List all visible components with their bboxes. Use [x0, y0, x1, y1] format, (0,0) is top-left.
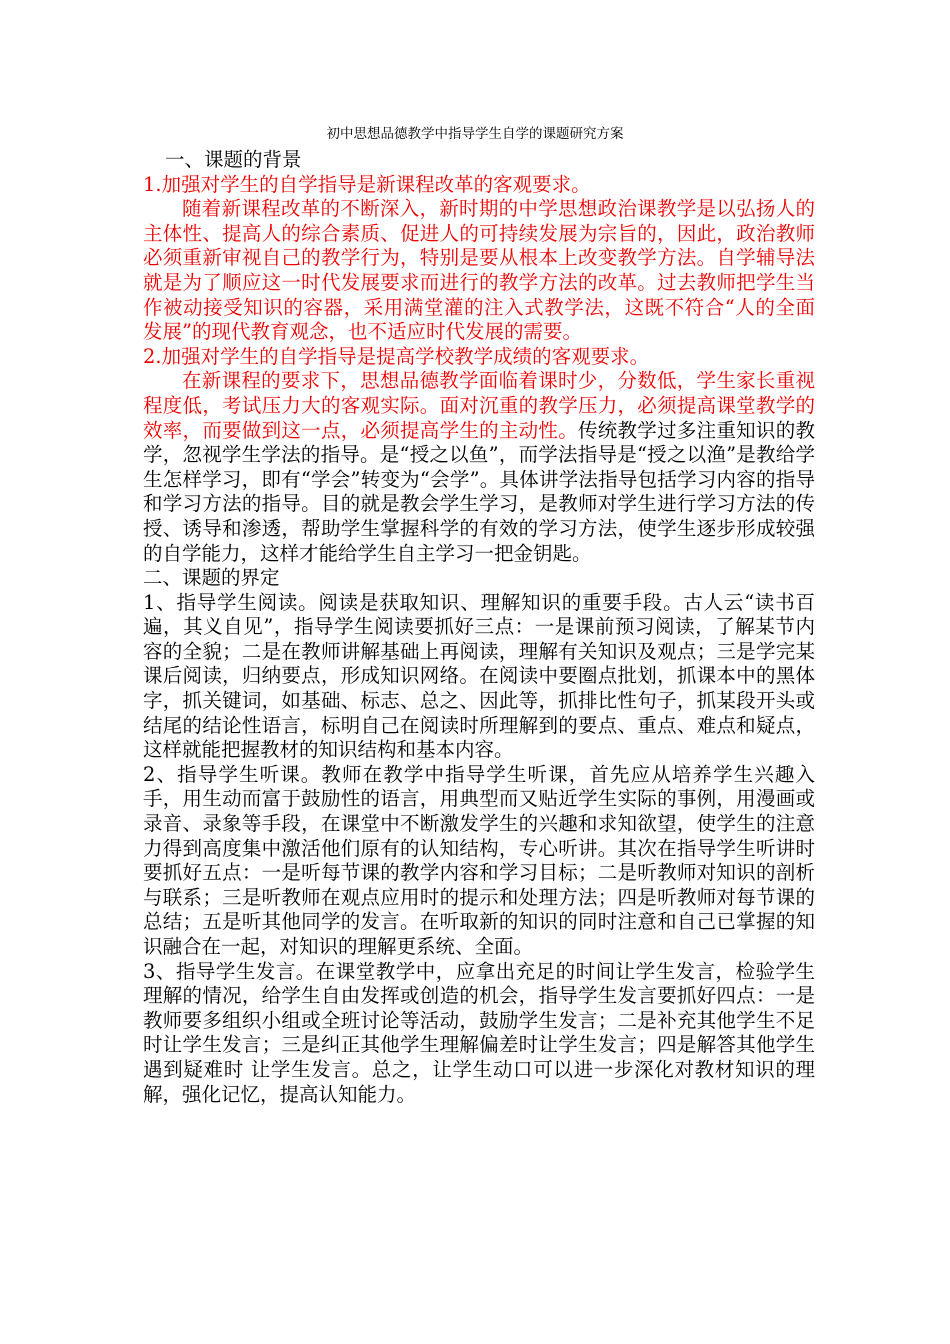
section-heading-background: 一、课题的背景	[165, 148, 302, 171]
paragraph-listening: 2、指导学生听课。教师在教学中指导学生听课，首先应从培养学生兴趣入手，用生动而富于鼓励性的语言，用典型而又贴近学生实际的事例，用漫画或录音、录象等手段，在课堂中不断激发学生的兴趣和求知欲望，使学生的注意力得到高度集中激活他们原有的认知结构，专心听讲。其次在指导学生听讲时要抓好五点：一是听每节课的教学内容和学习目标；二是听教师对知识的剖析与联系；三是听教师在观点应用时的提示和处理方法；四是听教师对每节课的总结；五是听其他同学的发言。在听取新的知识的同时注意和自己已掌握的知识融合在一起，对知识的理解更系统、全面。	[143, 762, 815, 958]
item-heading-grades: 2.加强对学生的自学指导是提高学校教学成绩的客观要求。	[143, 344, 650, 368]
paragraph-grades-black: 传统教学过多注重知识的教学，忽视学生学法的指导。是“授之以鱼”，而学法指导是“授之以渔”是教给学生怎样学习，即有“学会”转变为“会学”。具体讲学法指导包括学习内容的指导和学习方法的指导。目的就是教会学生学习，是教师对学生进行学习方法的传授、诱导和渗透，帮助学生掌握科学的有效的学习方法，使学生逐步形成较强的自学能力，这样才能给学生自主学习一把金钥匙。	[143, 418, 815, 565]
paragraph-reading: 1、指导学生阅读。阅读是获取知识、理解知识的重要手段。古人云“读书百遍，其义自见”，指导学生阅读要抓好三点：一是课前预习阅读，了解某节内容的全貌；二是在教师讲解基础上再阅读，理解有关知识及观点；三是学完某课后阅读，归纳要点，形成知识网络。在阅读中要圈点批划，抓课本中的黑体字，抓关键词，如基础、标志、总之、因此等，抓排比性句子，抓某段开头或结尾的结论性语言，标明自己在阅读时所理解到的要点、重点、难点和疑点，这样就能把握教材的知识结构和基本内容。	[143, 590, 815, 762]
document-body	[143, 148, 815, 1107]
paragraph-grades	[143, 369, 815, 566]
paragraph-reform: 随着新课程改革的不断深入，新时期的中学思想政治课教学是以弘扬人的主体性、提高人的综合素质、促进人的可持续发展为宗旨的，因此，政治教师必须重新审视自己的教学行为，特别是要从根本上改变教学方法。自学辅导法就是为了顺应这一时代发展要求而进行的教学方法的改革。过去教师把学生当作被动接受知识的容器，采用满堂灌的注入式教学法，这既不符合“人的全面发展”的现代教育观念，也不适应时代发展的需要。	[143, 197, 815, 344]
document-title: 初中思想品德教学中指导学生自学的课题研究方案	[326, 126, 624, 142]
section-heading-definition: 二、课题的界定	[143, 566, 280, 590]
paragraph-speaking: 3、指导学生发言。在课堂教学中，应拿出充足的时间让学生发言，检验学生理解的情况，给学生自由发挥或创造的机会，指导学生发言要抓好四点：一是教师要多组织小组或全班讨论等活动，鼓励学生发言；二是补充其他学生不足时让学生发言；三是纠正其他学生理解偏差时让学生发言；四是解答其他学生遇到疑难时 让学生发言。总之，让学生动口可以进一步深化对教材知识的理解，强化记忆，提高认知能力。	[143, 959, 815, 1106]
paragraph-grades-red: 在新课程的要求下，思想品德教学面临着课时少，分数低，学生家长重视程度低，考试压力大的客观实际。面对沉重的教学压力，必须提高课堂教学的效率，而要做到这一点，必须提高学生的主动性。	[143, 369, 815, 442]
item-heading-reform: 1.加强对学生的自学指导是新课程改革的客观要求。	[143, 172, 591, 196]
